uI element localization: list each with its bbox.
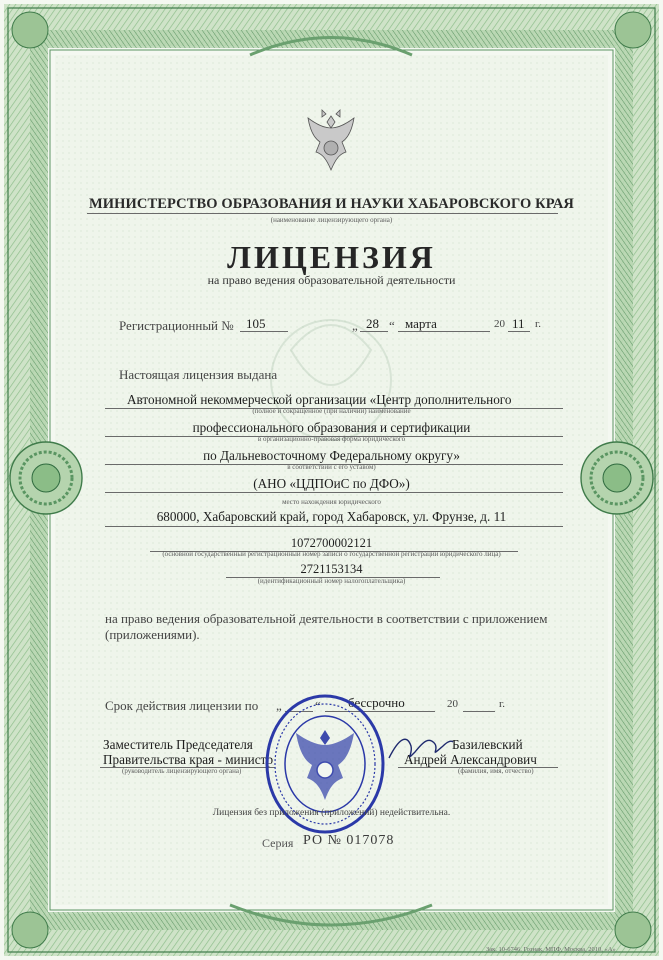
signatory-surname: Базилевский xyxy=(452,737,523,752)
signatory-name-caption: (фамилия, имя, отчество) xyxy=(458,767,534,775)
ogrn-caption: (основной государственный регистрационный номер записи о государственной регистрации юридического лица) xyxy=(162,550,501,558)
signatory-position-caption: (руководитель лицензирующего органа) xyxy=(122,767,242,775)
ogrn-value: 1072700002121 xyxy=(290,536,373,550)
validity-value: бессрочно xyxy=(348,695,405,710)
purpose-line-1: на право ведения образовательной деятельности в соответствии с приложением xyxy=(105,611,548,626)
organization-underline-4 xyxy=(105,492,563,493)
organization-address: 680000, Хабаровский край, город Хабаровск, ул. Фрунзе, д. 11 xyxy=(156,509,507,524)
emblem-icon xyxy=(302,108,360,178)
registration-month: марта xyxy=(405,316,437,331)
organization-short-name: (АНО «ЦДПОиС по ДФО») xyxy=(253,476,410,491)
organization-line-3: по Дальневосточному Федеральному округу» xyxy=(203,448,460,463)
registration-day: 28 xyxy=(366,316,379,331)
document-title: ЛИЦЕНЗИЯ xyxy=(227,239,436,275)
registration-year-suffix: г. xyxy=(535,318,542,330)
ministry-caption: (наименование лицензирующего органа) xyxy=(270,216,393,224)
signatory-position-2: Правительства края - министр xyxy=(103,752,274,767)
registration-year: 11 xyxy=(512,316,525,331)
printer-note: Зак. 10-6746. Гознак, МПФ, Москва, 2010, «А» xyxy=(486,946,616,953)
registration-day-underline xyxy=(360,331,388,332)
validity-year-underline xyxy=(463,711,495,712)
validity-century: 20 xyxy=(447,698,458,710)
validity-note: Лицензия без приложения (приложений) недействительна. xyxy=(212,808,451,818)
organization-caption-3: в соответствии с его уставом) xyxy=(287,463,376,471)
registration-number-underline xyxy=(240,331,288,332)
series-label: Серия xyxy=(262,836,294,850)
validity-label: Срок действия лицензии по xyxy=(105,698,259,713)
organization-line-2: профессионального образования и сертификации xyxy=(192,420,471,435)
ministry-underline xyxy=(87,213,558,214)
organization-line-1: Автономной некоммерческой организации «Центр дополнительного xyxy=(127,392,512,407)
ministry-name: МИНИСТЕРСТВО ОБРАЗОВАНИЯ И НАУКИ ХАБАРОВСКОГО КРАЯ xyxy=(89,196,574,212)
organization-caption-1: (полное и сокращенное (при наличии) наименование xyxy=(252,407,411,415)
inn-value: 2721153134 xyxy=(300,562,363,576)
registration-year-underline xyxy=(508,331,530,332)
signatory-full-name: Андрей Александрович xyxy=(404,752,537,767)
registration-label: Регистрационный № xyxy=(119,318,234,333)
address-underline xyxy=(105,526,563,527)
validity-quote-close: “ xyxy=(315,698,321,713)
registration-quote-open: „ xyxy=(352,318,358,333)
validity-year-suffix: г. xyxy=(499,698,506,710)
signature-icon xyxy=(385,728,455,768)
registration-quote-close: “ xyxy=(389,318,395,333)
organization-caption-2: в организационно-правовая форма юридического xyxy=(257,435,406,443)
registration-month-underline xyxy=(398,331,490,332)
inn-caption: (идентификационный номер налогоплательщика) xyxy=(257,577,406,585)
series-number: РО № 017078 xyxy=(303,833,395,848)
signatory-position-1: Заместитель Председателя xyxy=(103,737,253,752)
organization-caption-4: место нахождения юридического xyxy=(282,498,381,506)
issued-to-label: Настоящая лицензия выдана xyxy=(119,367,278,382)
registration-number: 105 xyxy=(246,316,266,331)
validity-quote-open: „ xyxy=(276,698,282,713)
document-subtitle: на право ведения образовательной деятельности xyxy=(207,273,456,287)
purpose-line-2: (приложениями). xyxy=(105,627,200,642)
registration-century: 20 xyxy=(494,318,505,330)
